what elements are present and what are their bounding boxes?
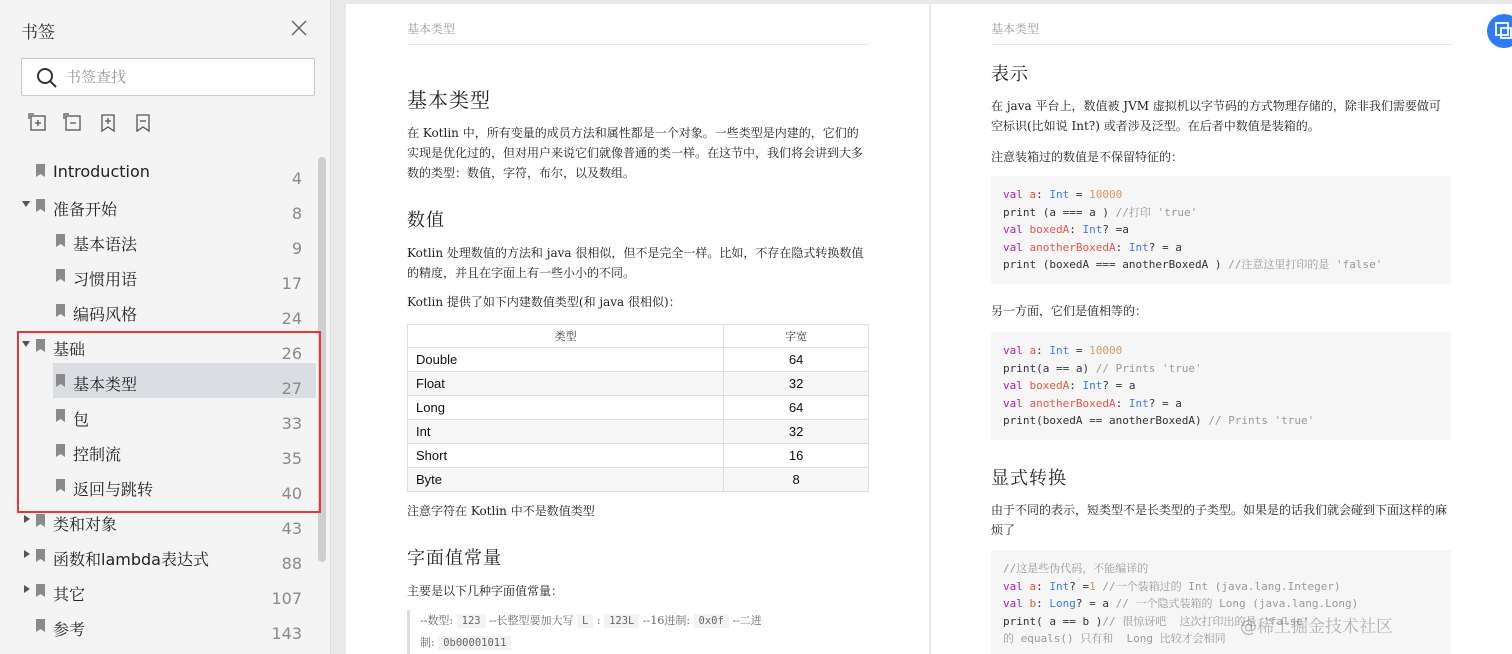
sidebar-item[interactable] (0, 433, 316, 468)
collapse-all-icon[interactable] (63, 113, 83, 133)
sidebar-item[interactable] (0, 573, 316, 608)
sidebar-item-page: 143 (271, 624, 302, 643)
sidebar-item-label: 基本类型 (73, 375, 138, 394)
bookmark-icon (55, 303, 66, 318)
repr-paragraph: 在 java 平台上，数值被 JVM 虚拟机以字节码的方式物理存储的，除非我们需要做可空标识(比如说 Int?) 或者涉及泛型。在后者中数值是装箱的。 (991, 99, 1441, 133)
bookmark-icon (35, 583, 46, 598)
sidebar-item-label: 基本语法 (73, 235, 138, 254)
bookmark-icon (55, 408, 66, 423)
page-header: 基本类型 (407, 22, 456, 36)
sidebar-item[interactable] (0, 293, 316, 328)
table-row (408, 396, 869, 420)
expand-arrow-icon[interactable] (24, 515, 30, 523)
literals-line-2: 制: 0b00001011 (420, 632, 877, 654)
table-cell: 32 (724, 372, 869, 396)
sidebar-item-label: 其它 (53, 585, 86, 604)
bookmark-icon (35, 198, 46, 213)
bookmark-icon (55, 478, 66, 493)
sidebar-item-page: 40 (281, 484, 302, 503)
sidebar-item-label: Introduction (53, 162, 150, 181)
page-header: 基本类型 (991, 22, 1040, 36)
sidebar-item[interactable] (0, 538, 316, 573)
sidebar-item-page: 26 (281, 344, 302, 363)
literals-heading: 字面值常量 (407, 548, 502, 569)
sidebar-item-label: 习惯用语 (73, 270, 138, 289)
expand-all-icon[interactable] (28, 113, 48, 133)
table-cell: Float (408, 372, 724, 396)
sidebar-item[interactable] (0, 608, 316, 643)
table-header: 类型 (408, 325, 724, 348)
sidebar-item-label: 函数和lambda表达式 (53, 550, 209, 569)
table-row (408, 444, 869, 468)
numbers-paragraph: Kotlin 处理数值的方法和 java 很相似，但不是完全一样。比如，不存在隐式转换数值的精度，并且在字面上有一些小小的不同。 (407, 246, 864, 280)
table-row (408, 372, 869, 396)
left-page (346, 4, 929, 654)
bookmark-icon (35, 618, 46, 633)
table-cell: 64 (724, 348, 869, 372)
sidebar-item-label: 返回与跳转 (73, 480, 154, 499)
literals-line-1: --数型: 123 --长整型要加大写 L : 123L --16进制: 0x0f --二进 (420, 614, 762, 627)
section-title: 基本类型 (407, 88, 491, 112)
code-block-conversion: //这是些伪代码，不能编译的 val a: Int? =1 //一个装箱过的 Int (java.lang.Integer) val b: Long? = a // 一个隐式装箱的 Long (java.lang.Long) print( a == b )// 很惊讶吧 这次打印出的是 'false' 的 equals() 只有和 Long 比较才会相同 (991, 550, 1451, 654)
search-icon (36, 67, 58, 89)
sidebar-item[interactable] (0, 258, 316, 293)
sidebar-item-page: 9 (291, 239, 302, 258)
floating-action-button[interactable] (1487, 14, 1512, 48)
sidebar-item-page: 107 (271, 589, 302, 608)
numbers-paragraph-2: Kotlin 提供了如下内建数值类型(和 java 很相似)： (407, 295, 681, 309)
sidebar-item[interactable] (0, 398, 316, 433)
repr-note: 注意装箱过的数值是不保留特征的： (991, 150, 1184, 164)
bookmark-icon (55, 268, 66, 283)
sidebar-title: 书签 (21, 23, 55, 43)
equal-note: 另一方面，它们是值相等的： (991, 304, 1148, 318)
collapse-arrow-icon[interactable] (22, 201, 30, 207)
code-block-equality: val a: Int = 10000 print(a == a) // Prints 'true' val boxedA: Int? = a val anotherBoxedA: Int? = a print(boxedA == anotherBoxedA) // Prints 'true' (991, 332, 1451, 440)
bookmark-sidebar (0, 0, 331, 654)
translate-icon (1487, 14, 1512, 48)
sidebar-item-page: 33 (281, 414, 302, 433)
table-cell: 64 (724, 396, 869, 420)
sidebar-item[interactable] (0, 503, 316, 538)
table-cell: Short (408, 444, 724, 468)
bookmark-icon (55, 443, 66, 458)
table-cell: 8 (724, 468, 869, 492)
sidebar-item[interactable] (0, 328, 316, 363)
conversion-paragraph: 由于不同的表示，短类型不是长类型的子类型。如果是的话我们就会碰到下面这样的麻烦了 (991, 503, 1448, 537)
sidebar-item[interactable] (53, 363, 316, 398)
table-header: 字宽 (724, 325, 869, 348)
sidebar-item[interactable] (0, 153, 316, 188)
table-row (408, 420, 869, 444)
table-cell: Int (408, 420, 724, 444)
sidebar-item-page: 27 (281, 379, 302, 398)
sidebar-item-page: 4 (291, 169, 302, 188)
literals-paragraph: 主要是以下几种字面值常量： (407, 584, 564, 598)
bookmark-icon (35, 163, 46, 178)
conversion-heading: 显式转换 (991, 468, 1067, 489)
search-input[interactable] (66, 65, 306, 89)
sidebar-item-label: 参考 (53, 620, 86, 639)
code-block-boxing: val a: Int = 10000 print (a === a ) //打印 'true' val boxedA: Int? =a val anotherBoxedA: Int? = a print (boxedA === anotherBoxedA ) //注意这里打印的是 'false' (991, 176, 1451, 284)
literals-quote (407, 610, 877, 654)
sidebar-item-label: 类和对象 (53, 515, 118, 534)
table-cell: Double (408, 348, 724, 372)
document-view (346, 4, 1512, 654)
sidebar-item-page: 88 (281, 554, 302, 573)
sidebar-item-label: 基础 (53, 340, 86, 359)
sidebar-item-page: 8 (291, 204, 302, 223)
sidebar-item[interactable] (0, 188, 316, 223)
sidebar-item-page: 35 (281, 449, 302, 468)
bookmark-icon (35, 338, 46, 353)
number-types-table (407, 324, 869, 492)
bookmark-icon (35, 548, 46, 563)
table-row (408, 348, 869, 372)
bookmark-icon (35, 513, 46, 528)
collapse-arrow-icon[interactable] (22, 341, 30, 347)
table-cell: 32 (724, 420, 869, 444)
sidebar-item-label: 准备开始 (53, 200, 118, 219)
bookmark-icon (55, 373, 66, 388)
sidebar-item-label: 编码风格 (73, 305, 138, 324)
table-cell: 16 (724, 444, 869, 468)
sidebar-item-label: 包 (73, 410, 90, 429)
sidebar-item-page: 43 (281, 519, 302, 538)
add-bookmark-icon[interactable] (98, 113, 118, 133)
sidebar-item-page: 17 (281, 274, 302, 293)
expand-arrow-icon[interactable] (24, 550, 30, 558)
numbers-heading: 数值 (407, 210, 445, 231)
bookmark-list (0, 153, 316, 643)
expand-arrow-icon[interactable] (24, 585, 30, 593)
chars-note: 注意字符在 Kotlin 中不是数值类型 (407, 504, 595, 518)
close-icon[interactable] (289, 18, 309, 38)
header-divider (407, 44, 869, 45)
sidebar-scrollbar[interactable] (318, 157, 326, 562)
sidebar-item[interactable] (0, 468, 316, 503)
sidebar-item[interactable] (0, 223, 316, 258)
remove-bookmark-icon[interactable] (133, 113, 153, 133)
bookmark-icon (55, 233, 66, 248)
bookmark-search[interactable] (21, 58, 315, 96)
intro-paragraph: 在 Kotlin 中，所有变量的成员方法和属性都是一个对象。一些类型是内建的，它们的实现是优化过的，但对用户来说它们就像普通的类一样。在这节中，我们将会讲到大多数的类型：数值，字符，布尔，以及数组。 (407, 126, 864, 180)
header-divider (991, 44, 1451, 45)
sidebar-item-label: 控制流 (73, 445, 122, 464)
sidebar-item-page: 24 (281, 309, 302, 328)
table-row (408, 468, 869, 492)
repr-heading: 表示 (991, 64, 1029, 85)
table-cell: Byte (408, 468, 724, 492)
table-cell: Long (408, 396, 724, 420)
watermark: @稀土掘金技术社区 (1240, 617, 1393, 637)
